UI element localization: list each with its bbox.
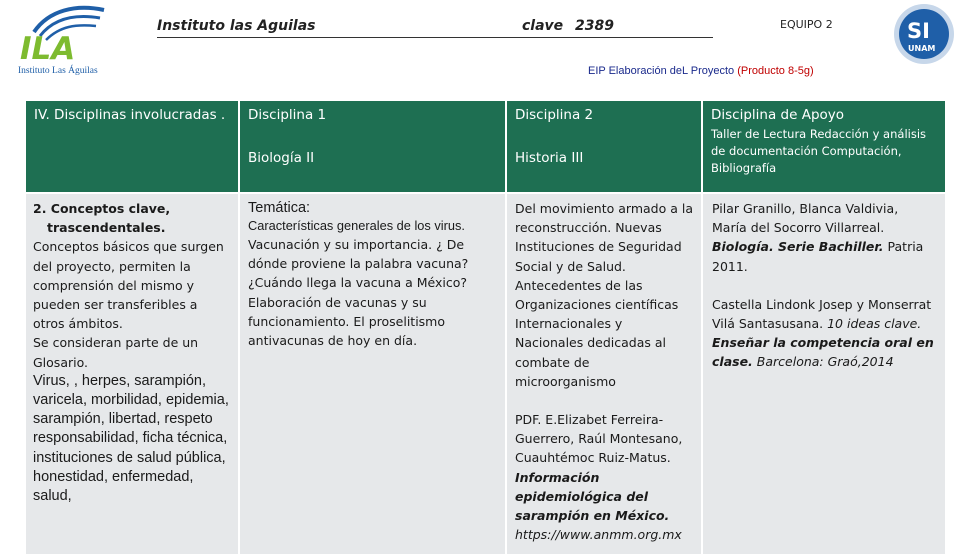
- thematic-body: Vacunación y su importancia. ¿ De dónde proviene la palabra vacuna? ¿Cuándo llega la vacuna a México? Elaboración de vacunas y su funcionamiento. El proselitismo antivacunas de hoy en día.: [248, 237, 469, 349]
- thematic-first-line: Características generales de los virus.: [248, 218, 465, 233]
- clave-value: 2389: [575, 18, 614, 34]
- history-reference: [515, 410, 693, 544]
- subtitle-main: EIP Elaboración deL Proyecto: [588, 65, 735, 77]
- thematic-cell: [240, 194, 505, 554]
- si-unam-logo: [888, 2, 960, 66]
- ref-2-authors: Castella Lindonk Josep y Monserrat Vilá Santasusana.: [712, 296, 932, 332]
- support-discipline-values: Taller de Lectura Redacción y análisis de documentación Computación, Bibliografía: [711, 127, 927, 175]
- key-concepts-list: Virus, , herpes, sarampión, varicela, morbilidad, epidemia, sarampión, libertad, respeto responsabilidad, ficha técnica, instituciones de salud pública, honestidad, enfermedad, salud,: [33, 372, 229, 505]
- ila-logo: [14, 2, 110, 78]
- support-discipline-header: Disciplina de Apoyo: [711, 107, 845, 123]
- institution-name: Instituto las Aguilas: [157, 18, 316, 34]
- discipline-1-header: Disciplina 1: [248, 107, 327, 123]
- logo-si-text: SI: [907, 19, 930, 43]
- discipline-2-value: Historia III: [515, 150, 584, 166]
- key-concepts-heading: 2. Conceptos clave,: [33, 201, 171, 216]
- ref-2-title: Enseñar la competencia oral en clase.: [712, 335, 934, 370]
- ref-2-italic: 10 ideas clave.: [827, 316, 922, 332]
- history-ref-authors: PDF. E.Elizabet Ferreira-Guerrero, Raúl Montesano, Cuauhtémoc Ruiz-Matus.: [515, 412, 683, 466]
- history-content-body: Del movimiento armado a la reconstrucción. Nuevas Instituciones de Seguridad Social y de Salud. Antecedentes de las Organizaciones científicas Internacionales y Nacionales dedicadas al combate de microorganismo: [515, 201, 693, 389]
- discipline-2-cell: [507, 101, 701, 192]
- subtitle-product: (Producto 8-5g): [737, 65, 814, 77]
- ref-2-publisher: Barcelona: Graó,2014: [756, 354, 894, 370]
- discipline-1-value: Biología II: [248, 150, 315, 166]
- discipline-1-cell: [240, 101, 505, 192]
- team-label: EQUIPO 2: [780, 18, 833, 31]
- history-ref-url[interactable]: https://www.anmm.org.mx: [515, 527, 682, 543]
- disciplines-title-cell: [26, 101, 238, 192]
- key-concepts-glossary-note: Se consideran parte de un Glosario.: [33, 335, 199, 370]
- history-ref-title: Información epidemiológica del sarampión en México.: [515, 469, 670, 524]
- thematic-label: Temática:: [248, 200, 311, 216]
- support-discipline-cell: [703, 101, 945, 192]
- history-content-cell: [507, 194, 701, 554]
- disciplines-title: IV. Disciplinas involucradas .: [34, 107, 226, 123]
- clave-label: clave: [522, 18, 564, 34]
- key-concepts-heading-2: trascendentales.: [47, 220, 166, 236]
- ref-1-title: Biología. Serie Bachiller.: [712, 239, 884, 255]
- ref-1-authors: Pilar Granillo, Blanca Valdivia, María del Socorro Villarreal.: [712, 201, 899, 236]
- logo-caption: Instituto Las Águilas: [18, 66, 98, 76]
- key-concepts-description: Conceptos básicos que surgen del proyecto, permiten la comprensión del mismo y pueden ser transferibles a otros ámbitos.: [33, 239, 224, 332]
- ref-1-publisher: Patria 2011.: [712, 239, 924, 274]
- key-concepts-cell: [26, 194, 238, 554]
- bibliography-cell: [703, 194, 945, 554]
- bibliography-ref-1: [712, 199, 936, 276]
- project-subtitle: [588, 65, 814, 77]
- logo-unam-text: UNAM: [908, 44, 936, 53]
- logo-letters: ILA: [20, 31, 76, 67]
- bibliography-ref-2: [712, 295, 936, 372]
- discipline-2-header: Disciplina 2: [515, 107, 594, 123]
- header-rule: [157, 37, 713, 38]
